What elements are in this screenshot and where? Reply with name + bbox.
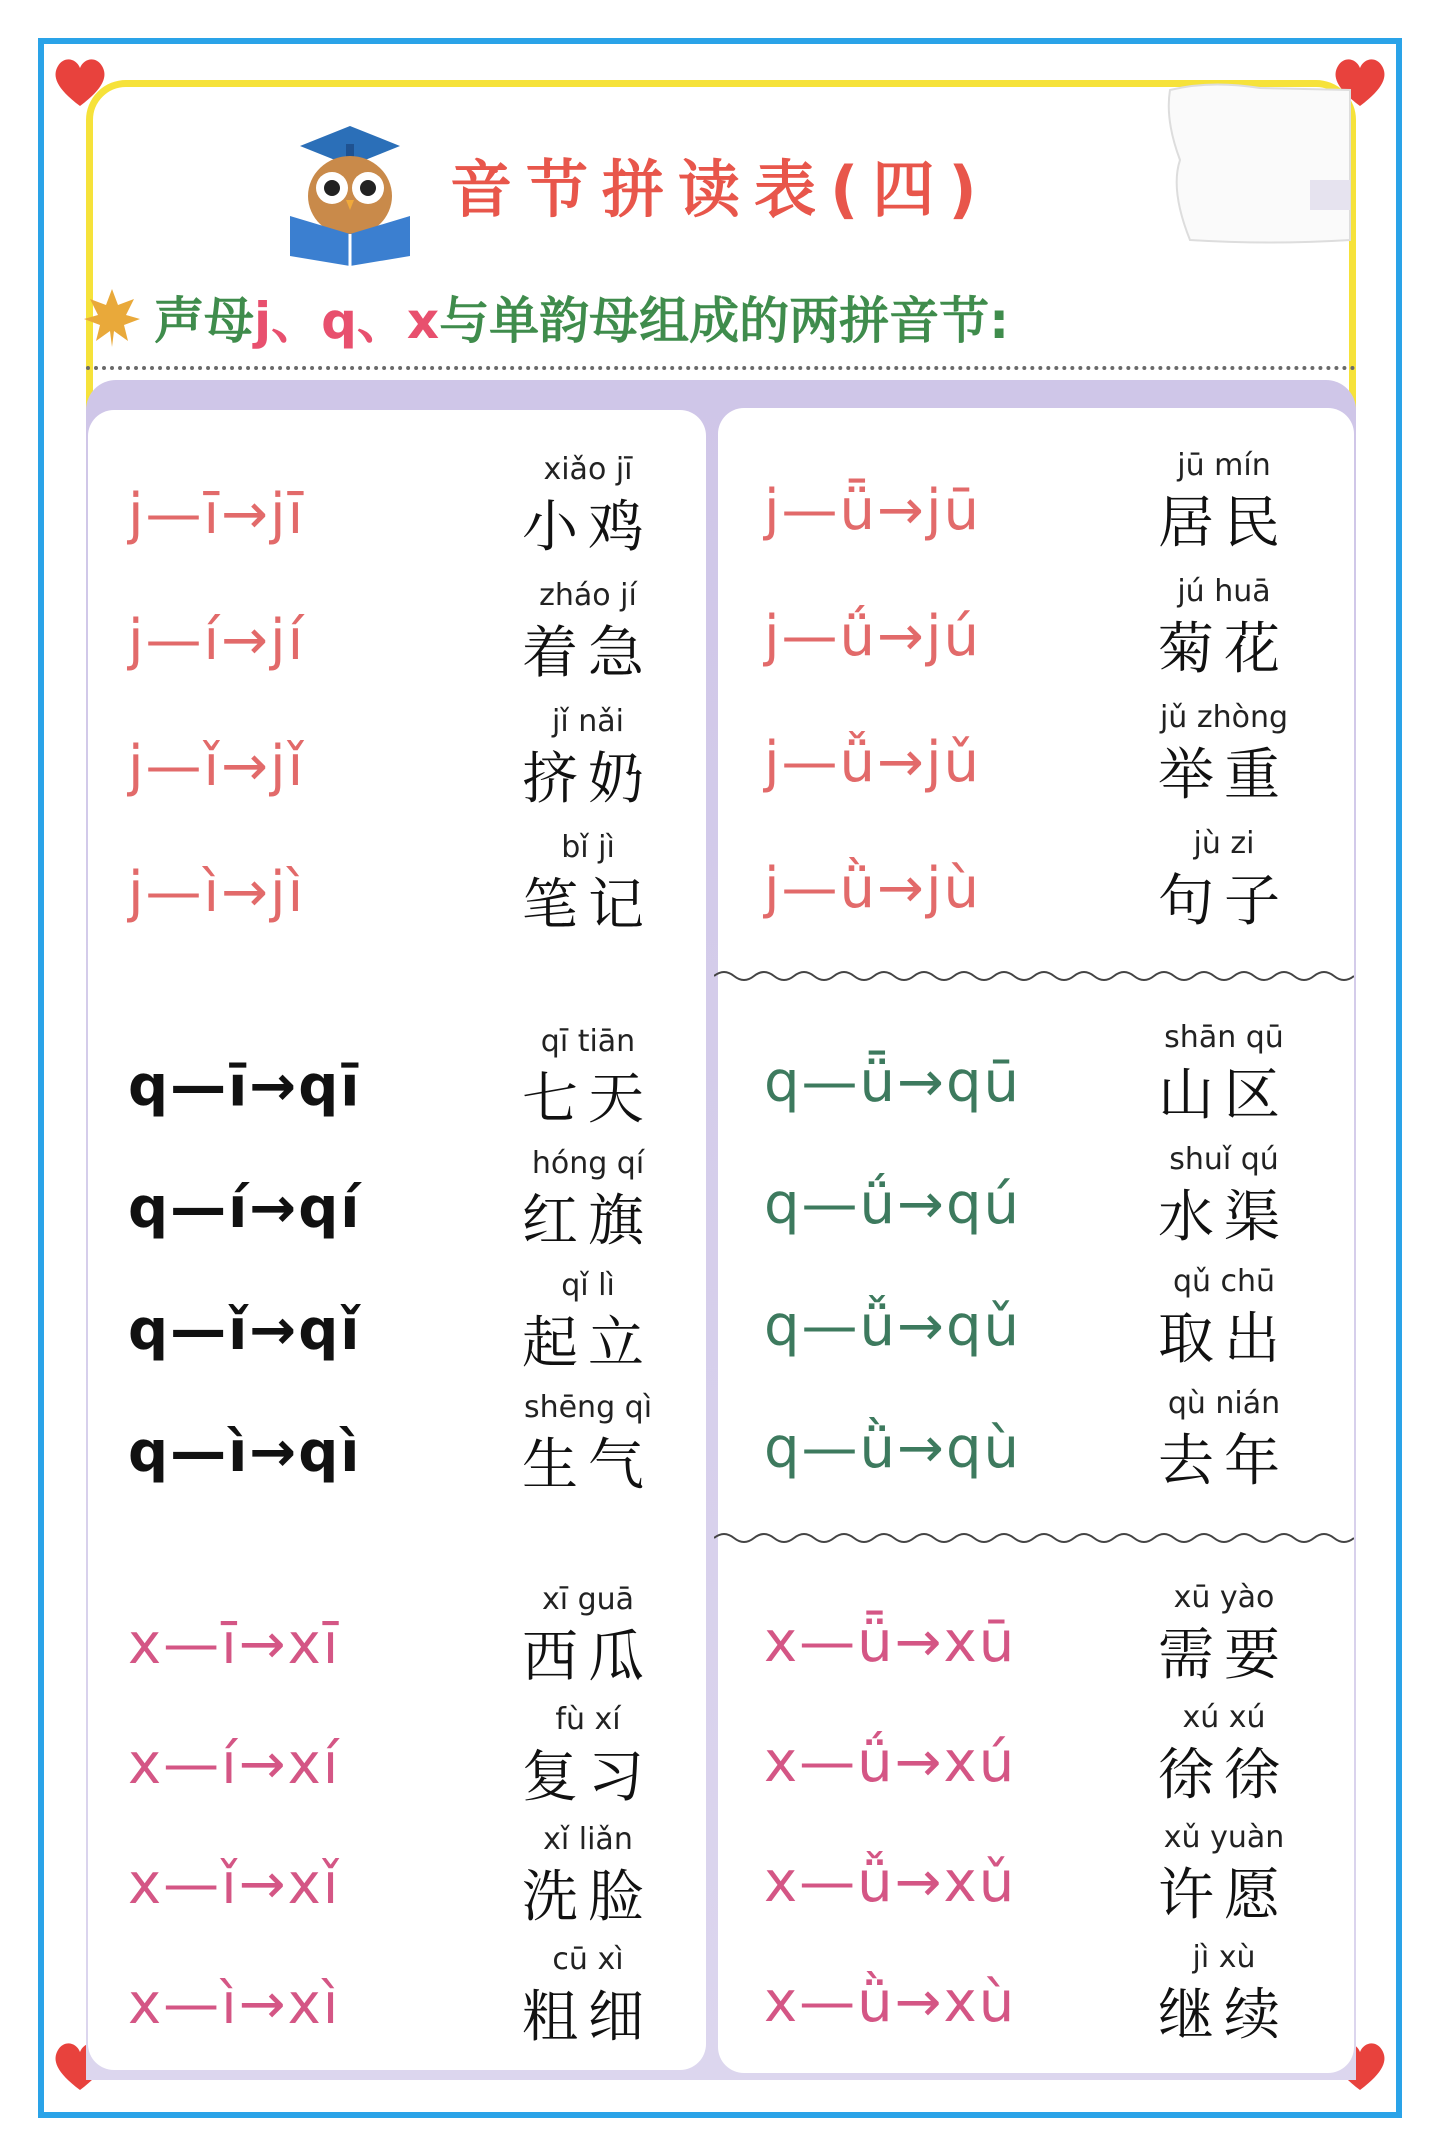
pinyin: xiǎo jī (543, 452, 633, 487)
hanzi: 徐徐 (1158, 1743, 1290, 1808)
hanzi: 笔记 (522, 873, 654, 938)
example-word (518, 1268, 658, 1379)
pinyin: xī guā (541, 1582, 635, 1617)
pinyin: hóng qí (531, 1146, 645, 1181)
hanzi: 居民 (1158, 491, 1290, 556)
hanzi: 举重 (1158, 743, 1290, 808)
hanzi: 挤奶 (522, 747, 654, 812)
syllable-formula: j—í→jí (128, 608, 306, 673)
pinyin: xū yào (1173, 1580, 1275, 1615)
hanzi: 许愿 (1158, 1863, 1290, 1928)
pinyin: jú huā (1177, 574, 1271, 609)
syllable-formula: j—ǐ→jǐ (128, 734, 306, 799)
hanzi: 七天 (522, 1067, 654, 1132)
pinyin: qù nián (1167, 1386, 1281, 1421)
pinyin: xú xú (1182, 1700, 1266, 1735)
hanzi: 粗细 (522, 1985, 654, 2050)
example-word (518, 1390, 658, 1501)
syllable-formula: j—ǜ→jù (764, 856, 982, 921)
pinyin: cū xì (552, 1942, 624, 1977)
syllable-formula: x—ǖ→xū (764, 1610, 1017, 1675)
syllable-formula: q—ǐ→qǐ (128, 1298, 362, 1363)
syllable-formula: q—ǚ→qǔ (764, 1294, 1021, 1359)
subtitle-row (80, 282, 1009, 352)
pinyin: fù xí (555, 1702, 621, 1737)
wavy-divider (714, 1530, 1354, 1546)
example-word (518, 1582, 658, 1693)
syllable-formula: q—ì→qì (128, 1420, 362, 1485)
hanzi: 生气 (522, 1433, 654, 1498)
example-word (1154, 1020, 1294, 1131)
example-word (1154, 1264, 1294, 1375)
example-word (1154, 1820, 1294, 1931)
example-word (1154, 574, 1294, 685)
syllable-formula: j—ǘ→jú (764, 604, 982, 669)
example-word (1154, 826, 1294, 937)
syllable-formula: j—ǖ→jū (764, 478, 982, 543)
syllable-formula: j—ǚ→jǔ (764, 730, 982, 795)
example-word (518, 578, 658, 689)
example-word (1154, 700, 1294, 811)
hanzi: 取出 (1158, 1307, 1290, 1372)
example-word (518, 1942, 658, 2053)
example-word (1154, 1580, 1294, 1691)
pinyin: xǔ yuàn (1163, 1820, 1285, 1855)
pinyin: shān qū (1164, 1020, 1284, 1055)
example-word (1154, 1700, 1294, 1811)
syllable-formula: x—ǜ→xù (764, 1970, 1017, 2035)
subtitle-suffix: 与单韵母组成的两拼音节: (439, 292, 1010, 350)
syllable-formula: q—ǖ→qū (764, 1050, 1021, 1115)
syllable-formula: x—ì→xì (128, 1972, 341, 2037)
pinyin: zháo jí (539, 578, 637, 613)
hanzi: 继续 (1158, 1983, 1290, 2048)
hanzi: 去年 (1158, 1429, 1290, 1494)
syllable-formula: x—ǐ→xǐ (128, 1852, 341, 1917)
pinyin: jǐ nǎi (552, 704, 624, 739)
pinyin: jǔ zhòng (1159, 700, 1289, 735)
pinyin: qī tiān (540, 1024, 636, 1059)
hanzi: 水渠 (1158, 1185, 1290, 1250)
hanzi: 西瓜 (522, 1625, 654, 1690)
example-word (1154, 448, 1294, 559)
wavy-divider (714, 968, 1354, 984)
syllable-formula: x—ī→xī (128, 1612, 341, 1677)
syllable-formula: q—í→qí (128, 1176, 362, 1241)
pinyin: shēng qì (523, 1390, 653, 1425)
page-title: 音节拼读表(四) (450, 153, 991, 226)
pinyin: jū mín (1177, 448, 1271, 483)
example-word (518, 1822, 658, 1933)
maple-leaf-icon (80, 285, 144, 349)
example-word (518, 830, 658, 941)
hanzi: 洗脸 (522, 1865, 654, 1930)
example-word (518, 704, 658, 815)
example-word (518, 1702, 658, 1813)
owl-reading-icon (280, 116, 420, 266)
subtitle (154, 281, 1009, 353)
dotted-divider (86, 366, 1356, 370)
example-word (1154, 1142, 1294, 1253)
hanzi: 菊花 (1158, 617, 1290, 682)
syllable-formula: j—ì→jì (128, 860, 306, 925)
hanzi: 山区 (1158, 1063, 1290, 1128)
syllable-formula: q—ǜ→qù (764, 1416, 1021, 1481)
pinyin: qǐ lì (561, 1268, 615, 1303)
syllable-formula: x—ǘ→xú (764, 1730, 1017, 1795)
example-word (1154, 1386, 1294, 1497)
heart-icon (50, 52, 110, 112)
pinyin: jì xù (1192, 1940, 1256, 1975)
hanzi: 红旗 (522, 1189, 654, 1254)
hanzi: 起立 (522, 1311, 654, 1376)
hanzi: 句子 (1158, 869, 1290, 934)
hanzi: 小鸡 (522, 495, 654, 560)
hanzi: 着急 (522, 621, 654, 686)
pinyin: jù zi (1193, 826, 1255, 861)
subtitle-letters: j、q、x (254, 292, 440, 350)
pinyin: xǐ liǎn (543, 1822, 633, 1857)
example-word (518, 1146, 658, 1257)
example-word (518, 1024, 658, 1135)
example-word (1154, 1940, 1294, 2051)
syllable-formula: q—ī→qī (128, 1054, 362, 1119)
pinyin: bǐ jì (561, 830, 615, 865)
hanzi: 需要 (1158, 1623, 1290, 1688)
syllable-formula: x—í→xí (128, 1732, 341, 1797)
pinyin: shuǐ qú (1169, 1142, 1279, 1177)
example-word (518, 452, 658, 563)
hanzi: 复习 (522, 1745, 654, 1810)
syllable-formula: x—ǚ→xǔ (764, 1850, 1017, 1915)
syllable-formula: j—ī→jī (128, 482, 306, 547)
subtitle-prefix: 声母 (154, 292, 254, 350)
syllable-formula: q—ǘ→qú (764, 1172, 1021, 1237)
corner-decoration (1150, 70, 1360, 260)
pinyin: qǔ chū (1172, 1264, 1276, 1299)
